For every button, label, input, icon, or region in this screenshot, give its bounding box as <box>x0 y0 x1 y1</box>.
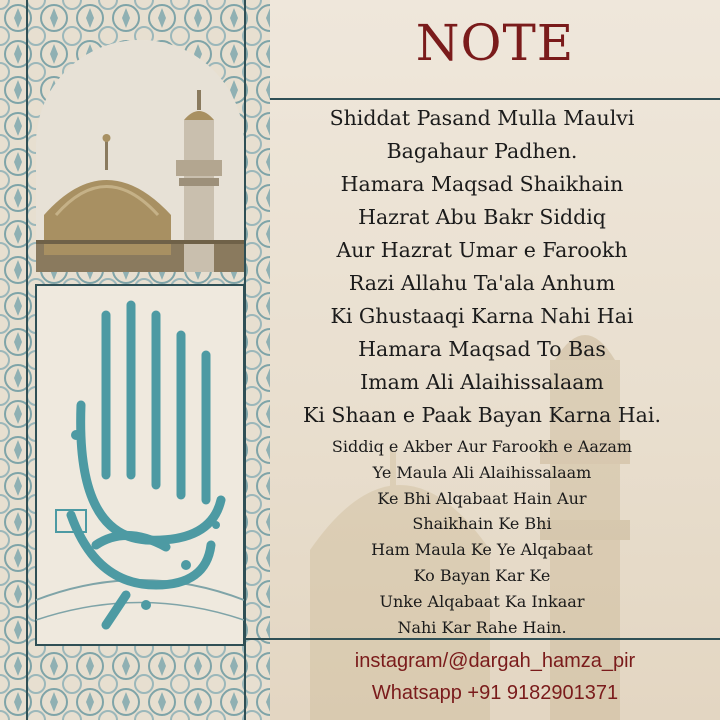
secondary-line: Ye Maula Ali Alaihissalaam <box>372 462 592 482</box>
main-line: Razi Allahu Ta'ala Anhum <box>348 271 616 295</box>
shrine-photo <box>36 40 244 272</box>
calligraphy-emblem <box>36 285 244 645</box>
whatsapp-number: Whatsapp +91 9182901371 <box>371 682 619 704</box>
secondary-line: Nahi Kar Rahe Hain. <box>397 617 567 637</box>
secondary-text-block <box>262 434 702 640</box>
main-line: Shiddat Pasand Mulla Maulvi <box>329 106 635 130</box>
secondary-line: Ke Bhi Alqabaat Hain Aur <box>377 488 587 508</box>
main-line: Bagahaur Padhen. <box>386 139 578 163</box>
main-line: Hazrat Abu Bakr Siddiq <box>358 205 606 229</box>
secondary-line: Siddiq e Akber Aur Farookh e Aazam <box>331 437 633 456</box>
main-line: Aur Hazrat Umar e Farookh <box>336 238 628 262</box>
title-divider <box>270 98 720 100</box>
secondary-line: Ham Maula Ke Ye Alqabaat <box>371 540 593 560</box>
secondary-line: Ko Bayan Kar Ke <box>413 565 551 585</box>
instagram-handle: instagram/@dargah_hamza_pir <box>354 650 636 672</box>
main-line: Ki Shaan e Paak Bayan Karna Hai. <box>303 403 661 427</box>
calligraphy-panel <box>36 285 244 645</box>
main-text-block <box>262 102 702 432</box>
main-line: Hamara Maqsad To Bas <box>358 337 606 361</box>
main-line: Imam Ali Alaihissalaam <box>360 370 604 394</box>
secondary-line: Unke Alqabaat Ka Inkaar <box>379 591 585 611</box>
footer-divider <box>244 638 720 640</box>
secondary-line: Shaikhain Ke Bhi <box>412 514 552 534</box>
main-line: Hamara Maqsad Shaikhain <box>340 172 624 196</box>
main-line: Ki Ghustaaqi Karna Nahi Hai <box>330 304 634 328</box>
note-title: NOTE <box>415 14 575 72</box>
shrine-dome-minaret-image <box>36 40 244 272</box>
